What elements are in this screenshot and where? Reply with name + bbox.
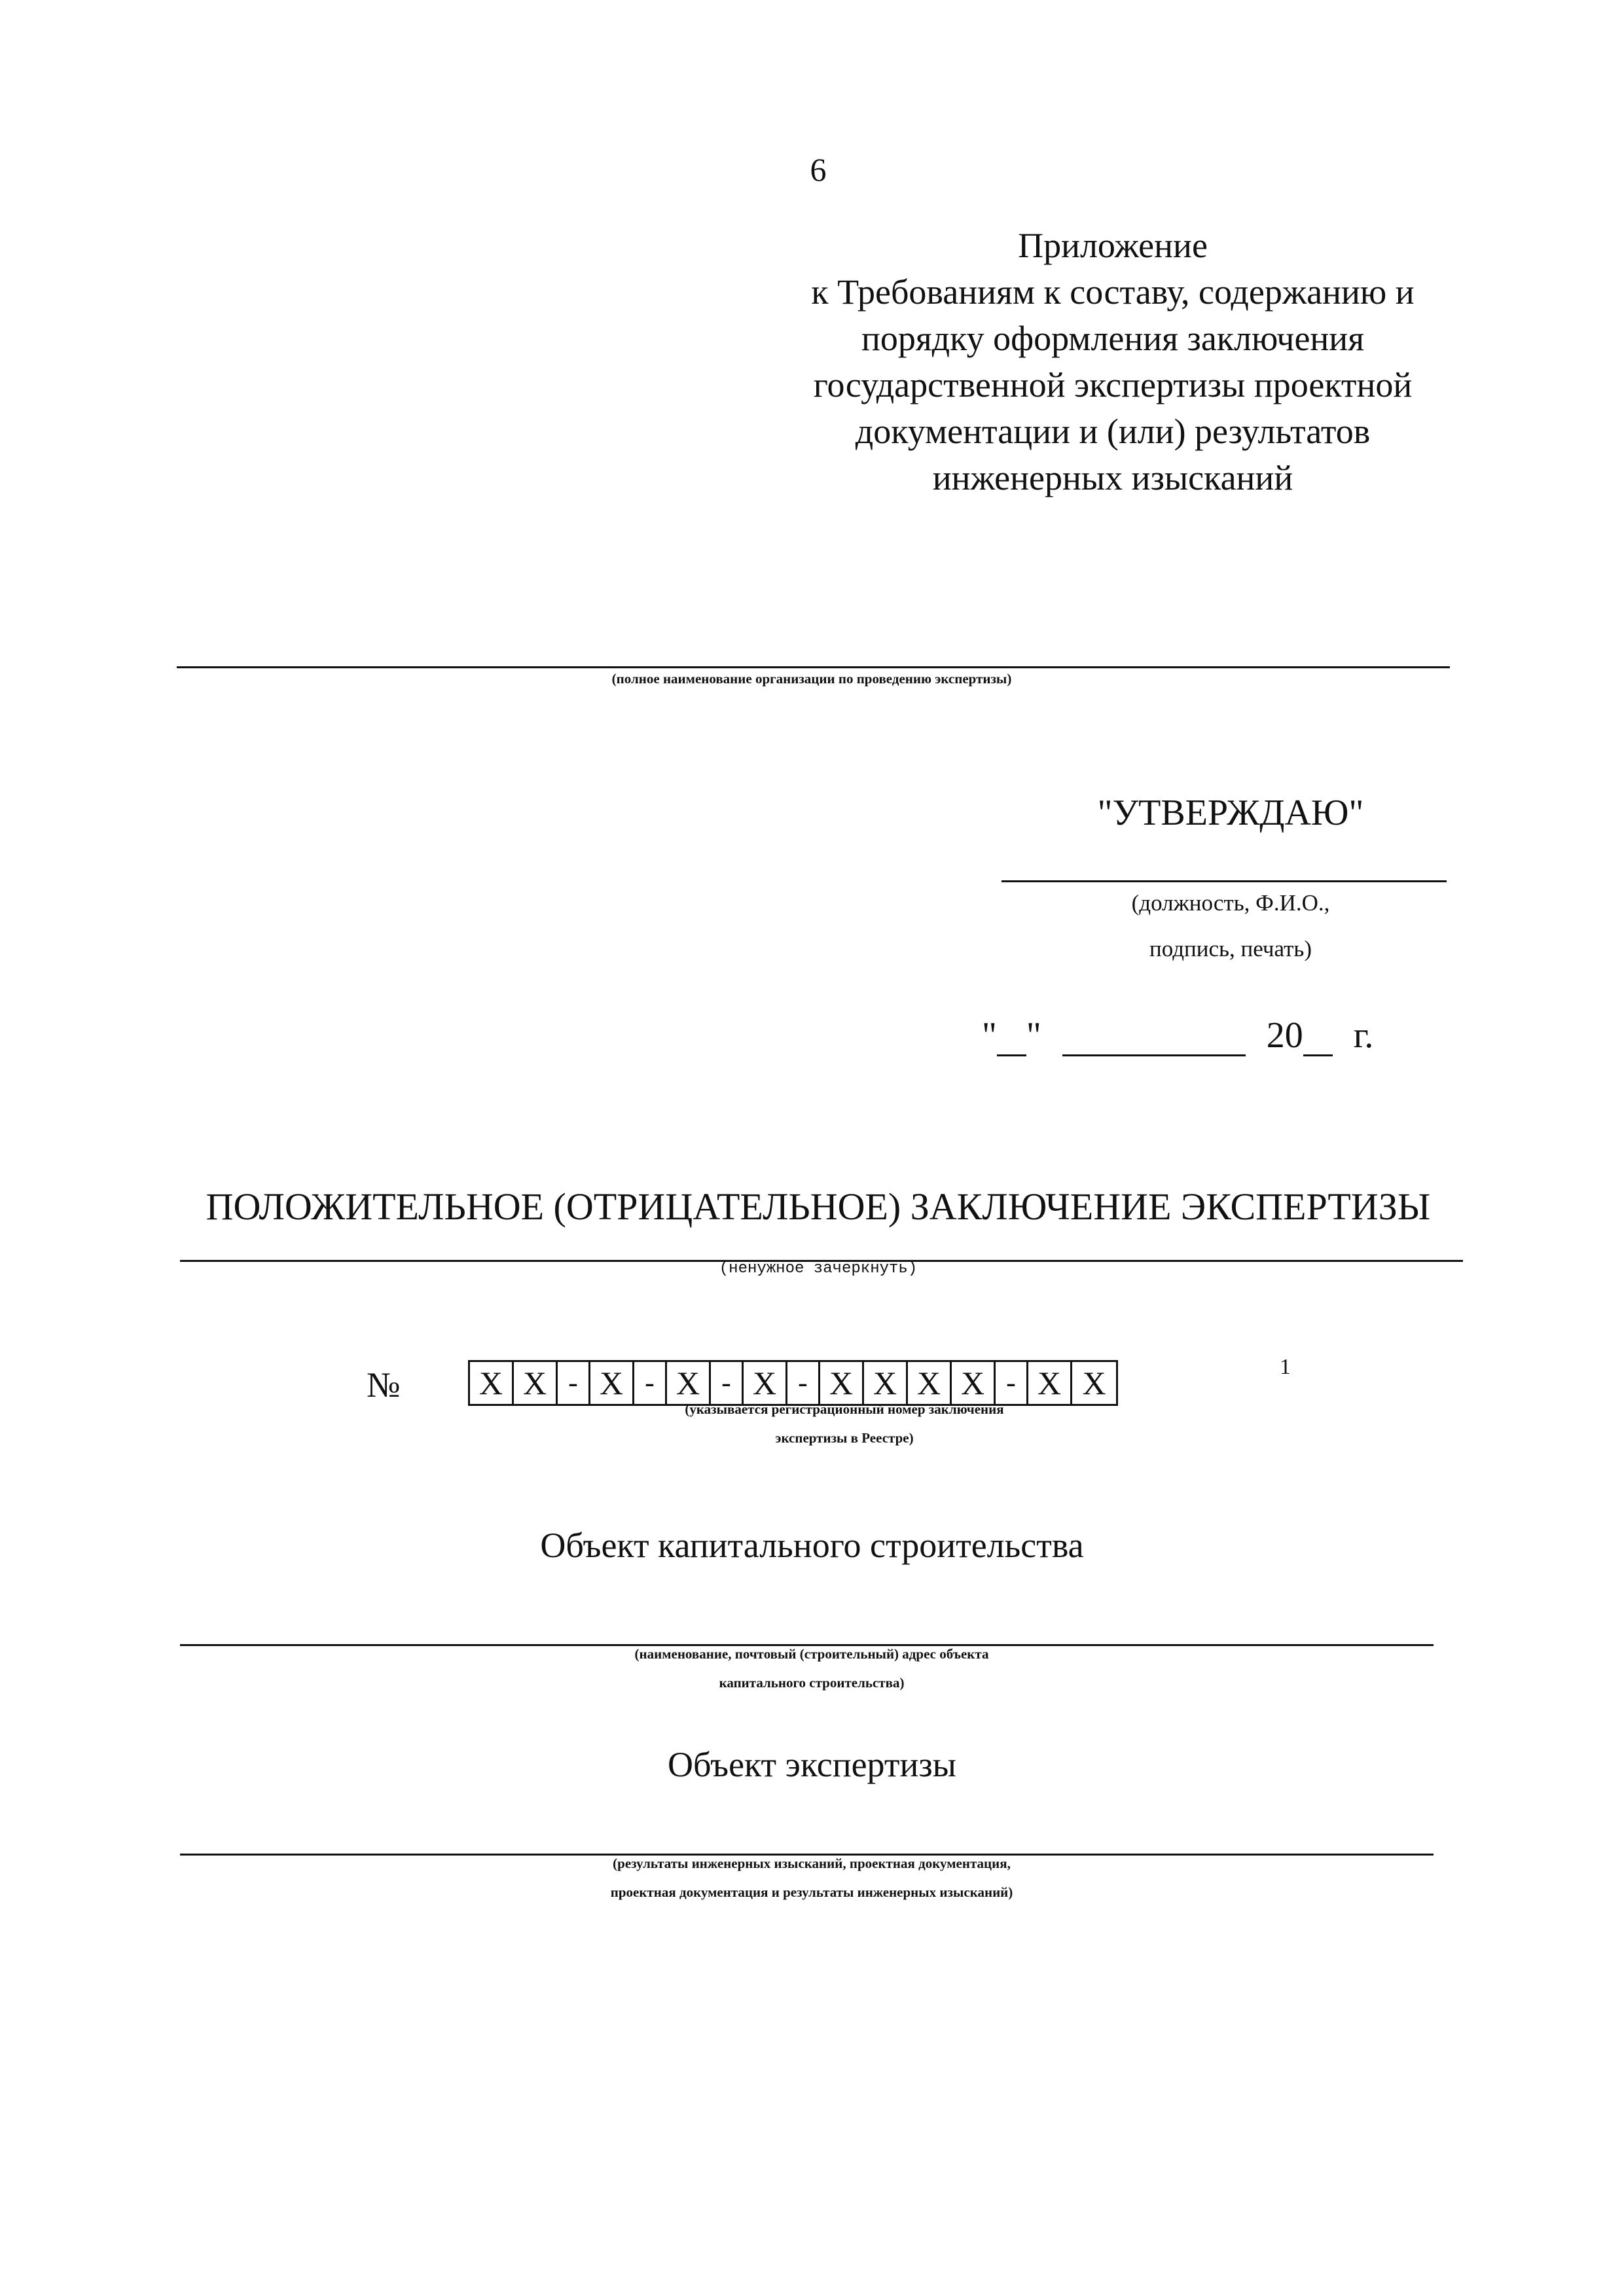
cross-out-caption: (ненужное зачеркнуть): [719, 1260, 918, 1278]
reg-cell[interactable]: X: [864, 1362, 908, 1404]
reg-separator: -: [996, 1362, 1028, 1404]
expertise-object-caption-line: (результаты инженерных изысканий, проектная документация,: [613, 1856, 1011, 1871]
organization-line[interactable]: [177, 666, 1450, 668]
appendix-line: порядку оформления заключения: [861, 319, 1365, 358]
capital-object-caption-line: (наименование, почтовый (строительный) адрес объекта: [634, 1646, 989, 1662]
year-blank[interactable]: [1303, 1020, 1333, 1056]
reg-separator: -: [711, 1362, 744, 1404]
appendix-block: [753, 223, 1473, 501]
reg-cell[interactable]: X: [908, 1362, 952, 1404]
appendix-line: документации и (или) результатов: [855, 412, 1371, 451]
appendix-line: к Требованиям к составу, содержанию и: [811, 272, 1415, 312]
reg-cell[interactable]: X: [514, 1362, 558, 1404]
main-title: ПОЛОЖИТЕЛЬНОЕ (ОТРИЦАТЕЛЬНОЕ) ЗАКЛЮЧЕНИЕ ЭКСПЕРТИЗЫ: [206, 1185, 1431, 1228]
capital-object-caption: [543, 1644, 1080, 1693]
appendix-line: инженерных изысканий: [932, 458, 1293, 497]
year-prefix: 20: [1266, 1015, 1303, 1056]
year-suffix: г.: [1353, 1015, 1374, 1056]
appendix-line: Приложение: [1018, 226, 1208, 265]
page-number: 6: [810, 151, 827, 188]
reg-cell[interactable]: X: [590, 1362, 634, 1404]
reg-cell[interactable]: X: [470, 1362, 514, 1404]
registration-caption-line: экспертизы в Реестре): [775, 1430, 914, 1446]
organization-caption: (полное наименование организации по проведению экспертизы): [611, 671, 1012, 687]
reg-cell[interactable]: X: [744, 1362, 787, 1404]
approve-caption: [1001, 880, 1460, 972]
reg-separator: -: [787, 1362, 820, 1404]
appendix-line: государственной экспертизы проектной: [813, 365, 1413, 404]
reg-separator: -: [558, 1362, 590, 1404]
approve-caption-line: подпись, печать): [1149, 936, 1312, 961]
footnote-mark: 1: [1280, 1355, 1291, 1379]
day-blank[interactable]: [997, 1020, 1026, 1056]
reg-cell[interactable]: X: [667, 1362, 711, 1404]
date-line: [982, 1014, 1506, 1056]
reg-cell[interactable]: X: [1028, 1362, 1072, 1404]
reg-cell[interactable]: X: [1082, 1365, 1106, 1401]
registration-caption-line: (указывается регистрационный номер заключения: [685, 1401, 1004, 1417]
expertise-object-caption: [537, 1854, 1087, 1902]
month-blank[interactable]: [1062, 1020, 1246, 1056]
reg-cell[interactable]: X: [820, 1362, 864, 1404]
registration-caption: [589, 1399, 1100, 1448]
capital-object-heading: Объект капитального строительства: [540, 1526, 1084, 1565]
expertise-object-caption-line: проектная документация и результаты инженерных изысканий): [610, 1884, 1013, 1900]
date-close-quote: ": [1026, 1015, 1041, 1056]
reg-cell[interactable]: X: [952, 1362, 996, 1404]
approve-caption-line: (должность, Ф.И.О.,: [1131, 890, 1330, 916]
number-sign: №: [367, 1365, 401, 1405]
date-open-quote: ": [982, 1015, 997, 1056]
approve-title: "УТВЕРЖДАЮ": [1097, 793, 1364, 833]
expertise-object-heading: Объект экспертизы: [668, 1745, 956, 1784]
reg-separator: -: [634, 1362, 667, 1404]
capital-object-caption-line: капитального строительства): [719, 1675, 905, 1691]
